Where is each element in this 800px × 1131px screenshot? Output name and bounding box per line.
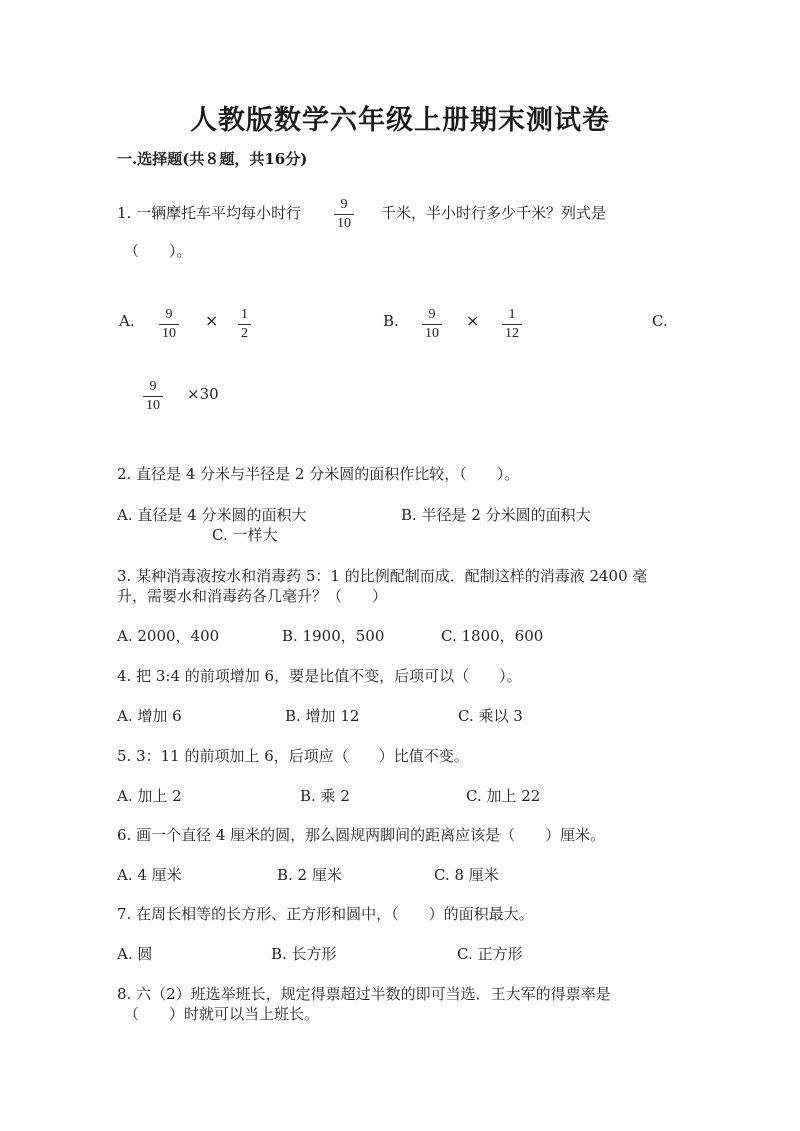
- q1-option-b-label: B.: [383, 312, 399, 330]
- section-heading: 一.选择题(共８题，共16分): [117, 150, 308, 168]
- q1-option-a-frac2: [238, 307, 251, 342]
- q5-option-a: A. 加上 2: [117, 787, 182, 805]
- q1-option-c-rest: ×30: [187, 385, 219, 403]
- q1-option-a-label: A.: [119, 312, 135, 330]
- frac-den: 12: [502, 324, 522, 342]
- q7-option-b: B. 长方形: [271, 945, 337, 963]
- frac-num: 9: [149, 379, 157, 394]
- q4-option-c: C. 乘以 3: [458, 707, 523, 725]
- frac-den: 10: [159, 324, 179, 342]
- q1-option-a-frac1: [159, 307, 179, 342]
- frac-num: 9: [165, 307, 173, 322]
- frac-num: 1: [508, 307, 516, 322]
- q6-text: 6. 画一个直径 4 厘米的圆，那么圆规两脚间的距离应该是（ ）厘米。: [117, 826, 606, 844]
- q2-option-b: B. 半径是 2 分米圆的面积大: [401, 506, 591, 524]
- q1-text-before: 1. 一辆摩托车平均每小时行: [117, 204, 302, 222]
- q4-text: 4. 把 3:4 的前项增加 6，要是比值不变，后项可以（ ）。: [117, 667, 522, 685]
- page-title: 人教版数学六年级上册期末测试卷: [190, 105, 610, 136]
- q5-text: 5. 3：11 的前项加上 6，后项应（ ）比值不变。: [117, 747, 469, 765]
- q1-line2: （ ）。: [124, 242, 192, 260]
- q1-frac-den: 10: [334, 214, 354, 232]
- q1-text-after: 千米，半小时行多少千米？列式是: [381, 204, 607, 222]
- q6-option-a: A. 4 厘米: [117, 866, 182, 884]
- q3-option-a: A. 2000，400: [117, 627, 220, 645]
- q1-fraction: [334, 197, 354, 232]
- q4-option-a: A. 增加 6: [117, 707, 182, 725]
- q3-line2: 升，需要水和消毒药各几毫升？（ ）: [117, 587, 388, 605]
- q8-line2: （ ）时就可以当上班长。: [124, 1005, 320, 1023]
- q3-option-b: B. 1900，500: [282, 627, 385, 645]
- q7-option-a: A. 圆: [117, 945, 153, 963]
- q2-option-a: A. 直径是 4 分米圆的面积大: [117, 506, 307, 524]
- q1-option-b-frac1: [422, 307, 442, 342]
- frac-den: 2: [238, 324, 251, 342]
- q6-option-c: C. 8 厘米: [434, 866, 499, 884]
- q6-option-b: B. 2 厘米: [277, 866, 342, 884]
- frac-num: 1: [241, 307, 248, 322]
- frac-den: 10: [422, 324, 442, 342]
- q7-text: 7. 在周长相等的长方形、正方形和圆中，（ ）的面积最大。: [117, 905, 534, 923]
- q1-option-b-frac2: [502, 307, 522, 342]
- q3-option-c: C. 1800，600: [441, 627, 544, 645]
- q1-option-b-times: ×: [466, 311, 480, 330]
- q3-line1: 3. 某种消毒液按水和消毒药 5：1 的比例配制而成．配制这样的消毒液 2400 毫: [117, 567, 648, 585]
- q1-option-c-label: C.: [652, 312, 668, 330]
- q1-option-c-frac: [143, 379, 163, 414]
- q5-option-c: C. 加上 22: [466, 787, 541, 805]
- q8-line1: 8. 六（2）班选举班长，规定得票超过半数的即可当选．王大军的得票率是: [117, 985, 611, 1003]
- q4-option-b: B. 增加 12: [285, 707, 360, 725]
- frac-num: 9: [428, 307, 436, 322]
- frac-den: 10: [143, 396, 163, 414]
- q5-option-b: B. 乘 2: [300, 787, 350, 805]
- q1-option-a-times: ×: [205, 311, 219, 330]
- q1-frac-num: 9: [340, 197, 348, 212]
- q2-option-c: C. 一样大: [212, 526, 278, 544]
- q7-option-c: C. 正方形: [457, 945, 523, 963]
- q2-text: 2. 直径是 4 分米与半径是 2 分米圆的面积作比较，（ ）。: [117, 465, 520, 483]
